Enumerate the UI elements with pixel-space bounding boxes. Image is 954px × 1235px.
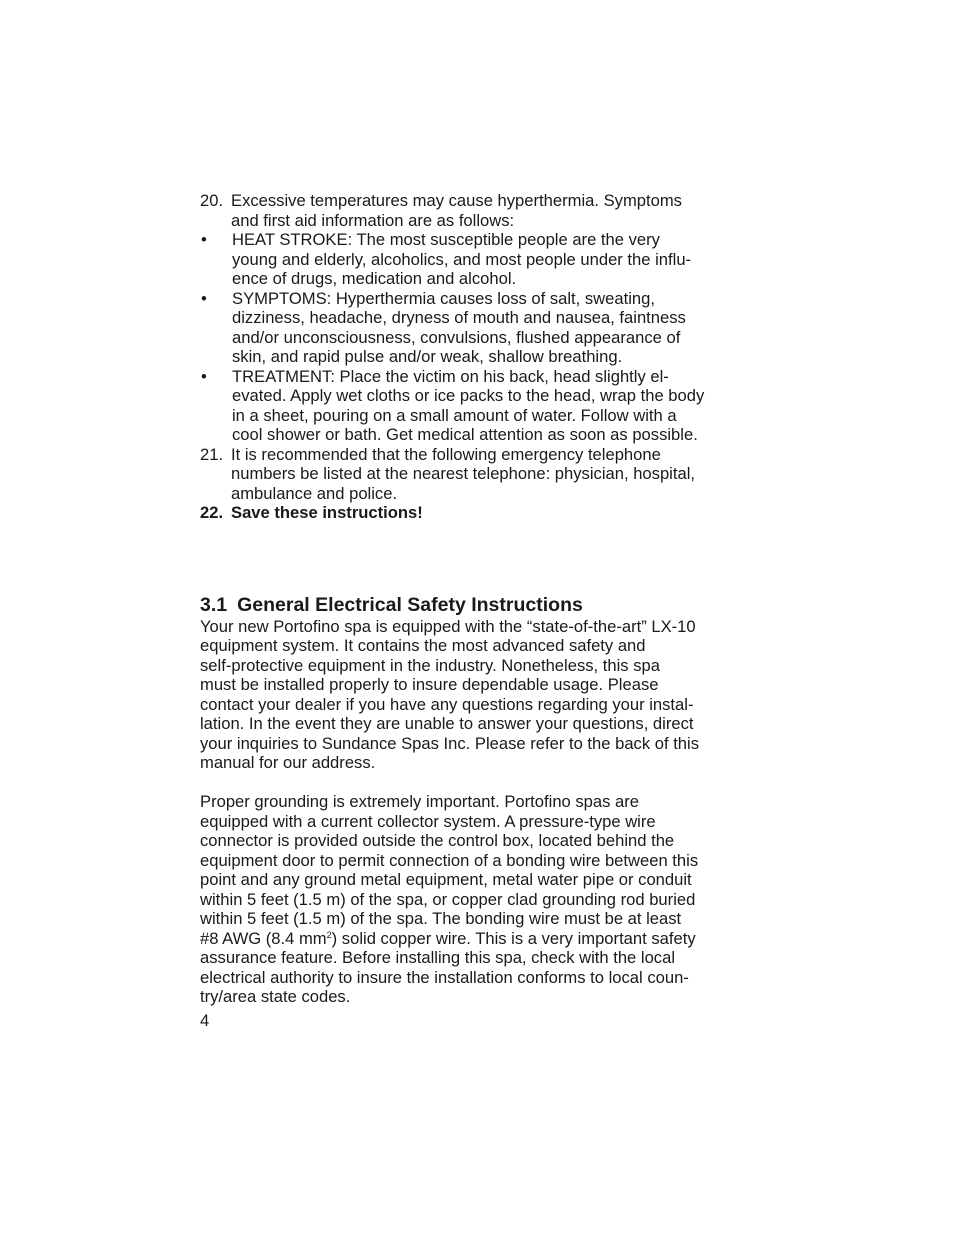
- list-item-text: [231, 503, 730, 523]
- list-number: 21.: [200, 444, 224, 464]
- text-line: contact your dealer if you have any questions regarding your instal-: [200, 694, 694, 714]
- text-line: evated. Apply wet cloths or ice packs to the head, wrap the body: [232, 386, 705, 405]
- list-number: 20.: [200, 191, 224, 210]
- safety-list: [200, 191, 730, 523]
- text-line-with-superscript: [200, 929, 730, 949]
- section-heading: [200, 593, 730, 617]
- text-line: must be installed properly to insure dependable usage. Please: [200, 675, 659, 694]
- text-fragment: #8 AWG (8.4 mm: [200, 928, 327, 948]
- text-line: skin, and rapid pulse and/or weak, shallow breathing.: [232, 347, 623, 366]
- text-line: in a sheet, pouring on a small amount of water. Follow with a: [232, 405, 677, 425]
- list-number: 22.: [200, 503, 224, 522]
- text-line: numbers be listed at the nearest telephone: physician, hospital,: [231, 464, 695, 483]
- section-title: General Electrical Safety Instructions: [237, 593, 583, 616]
- list-item-text: [232, 289, 730, 367]
- text-line: Save these instructions!: [231, 503, 423, 522]
- text-line: equipment system. It contains the most advanced safety and: [200, 636, 646, 655]
- text-line: within 5 feet (1.5 m) of the spa, or copper clad grounding rod buried: [200, 889, 696, 909]
- text-line: ambulance and police.: [231, 483, 398, 503]
- text-line: Your new Portofino spa is equipped with the “state-of-the-art” LX-10: [200, 616, 696, 636]
- text-line: TREATMENT: Place the victim on his back, head slightly el-: [232, 366, 669, 386]
- text-line: SYMPTOMS: Hyperthermia causes loss of salt, sweating,: [232, 288, 655, 308]
- bullet-icon: •: [201, 288, 207, 308]
- bullet-icon: •: [201, 230, 207, 249]
- text-line: Excessive temperatures may cause hyperthermia. Symptoms: [231, 191, 682, 210]
- text-line: young and elderly, alcoholics, and most people under the influ-: [232, 249, 692, 269]
- superscript: 2: [326, 929, 332, 940]
- paragraph-grounding: [200, 792, 730, 1007]
- paragraph-intro: [200, 617, 730, 773]
- text-line: try/area state codes.: [200, 987, 351, 1006]
- list-item-heat-stroke: [200, 230, 730, 289]
- list-item-text: [231, 445, 730, 504]
- text-line: dizziness, headache, dryness of mouth and nausea, faintness: [232, 308, 686, 327]
- section-number: 3.1: [200, 593, 228, 616]
- text-fragment: ) solid copper wire. This is a very important safety: [331, 928, 696, 948]
- text-line: manual for our address.: [200, 753, 376, 772]
- text-line: cool shower or bath. Get medical attention as soon as possible.: [232, 425, 698, 444]
- list-item-21: [200, 445, 730, 504]
- text-line: lation. In the event they are unable to answer your questions, direct: [200, 714, 694, 733]
- list-item-symptoms: [200, 289, 730, 367]
- text-line: your inquiries to Sundance Spas Inc. Please refer to the back of this: [200, 733, 700, 753]
- text-line: electrical authority to insure the installation conforms to local coun-: [200, 967, 689, 987]
- list-item-22: [200, 503, 730, 523]
- text-line: within 5 feet (1.5 m) of the spa. The bonding wire must be at least: [200, 909, 682, 928]
- text-line: equipped with a current collector system. A pressure-type wire: [200, 811, 656, 831]
- list-item-text: [231, 191, 730, 230]
- list-item-text: [232, 367, 730, 445]
- text-line: assurance feature. Before installing this spa, check with the local: [200, 948, 676, 967]
- page-number: 4: [200, 1010, 210, 1030]
- list-item-20: [200, 191, 730, 230]
- document-page: [200, 191, 730, 1030]
- text-line: equipment door to permit connection of a bonding wire between this: [200, 850, 699, 870]
- text-line: It is recommended that the following emergency telephone: [231, 444, 661, 464]
- bullet-icon: •: [201, 366, 207, 386]
- list-item-treatment: [200, 367, 730, 445]
- text-line: HEAT STROKE: The most susceptible people are the very: [232, 230, 660, 249]
- text-line: Proper grounding is extremely important. Portofino spas are: [200, 792, 640, 811]
- text-line: self-protective equipment in the industry. Nonetheless, this spa: [200, 655, 660, 675]
- text-line: connector is provided outside the control box, located behind the: [200, 831, 675, 850]
- text-line: point and any ground metal equipment, metal water pipe or conduit: [200, 870, 692, 889]
- text-line: and first aid information are as follows:: [231, 210, 515, 230]
- text-line: ence of drugs, medication and alcohol.: [232, 269, 517, 288]
- list-item-text: [232, 230, 730, 289]
- text-line: and/or unconsciousness, convulsions, flushed appearance of: [232, 327, 681, 347]
